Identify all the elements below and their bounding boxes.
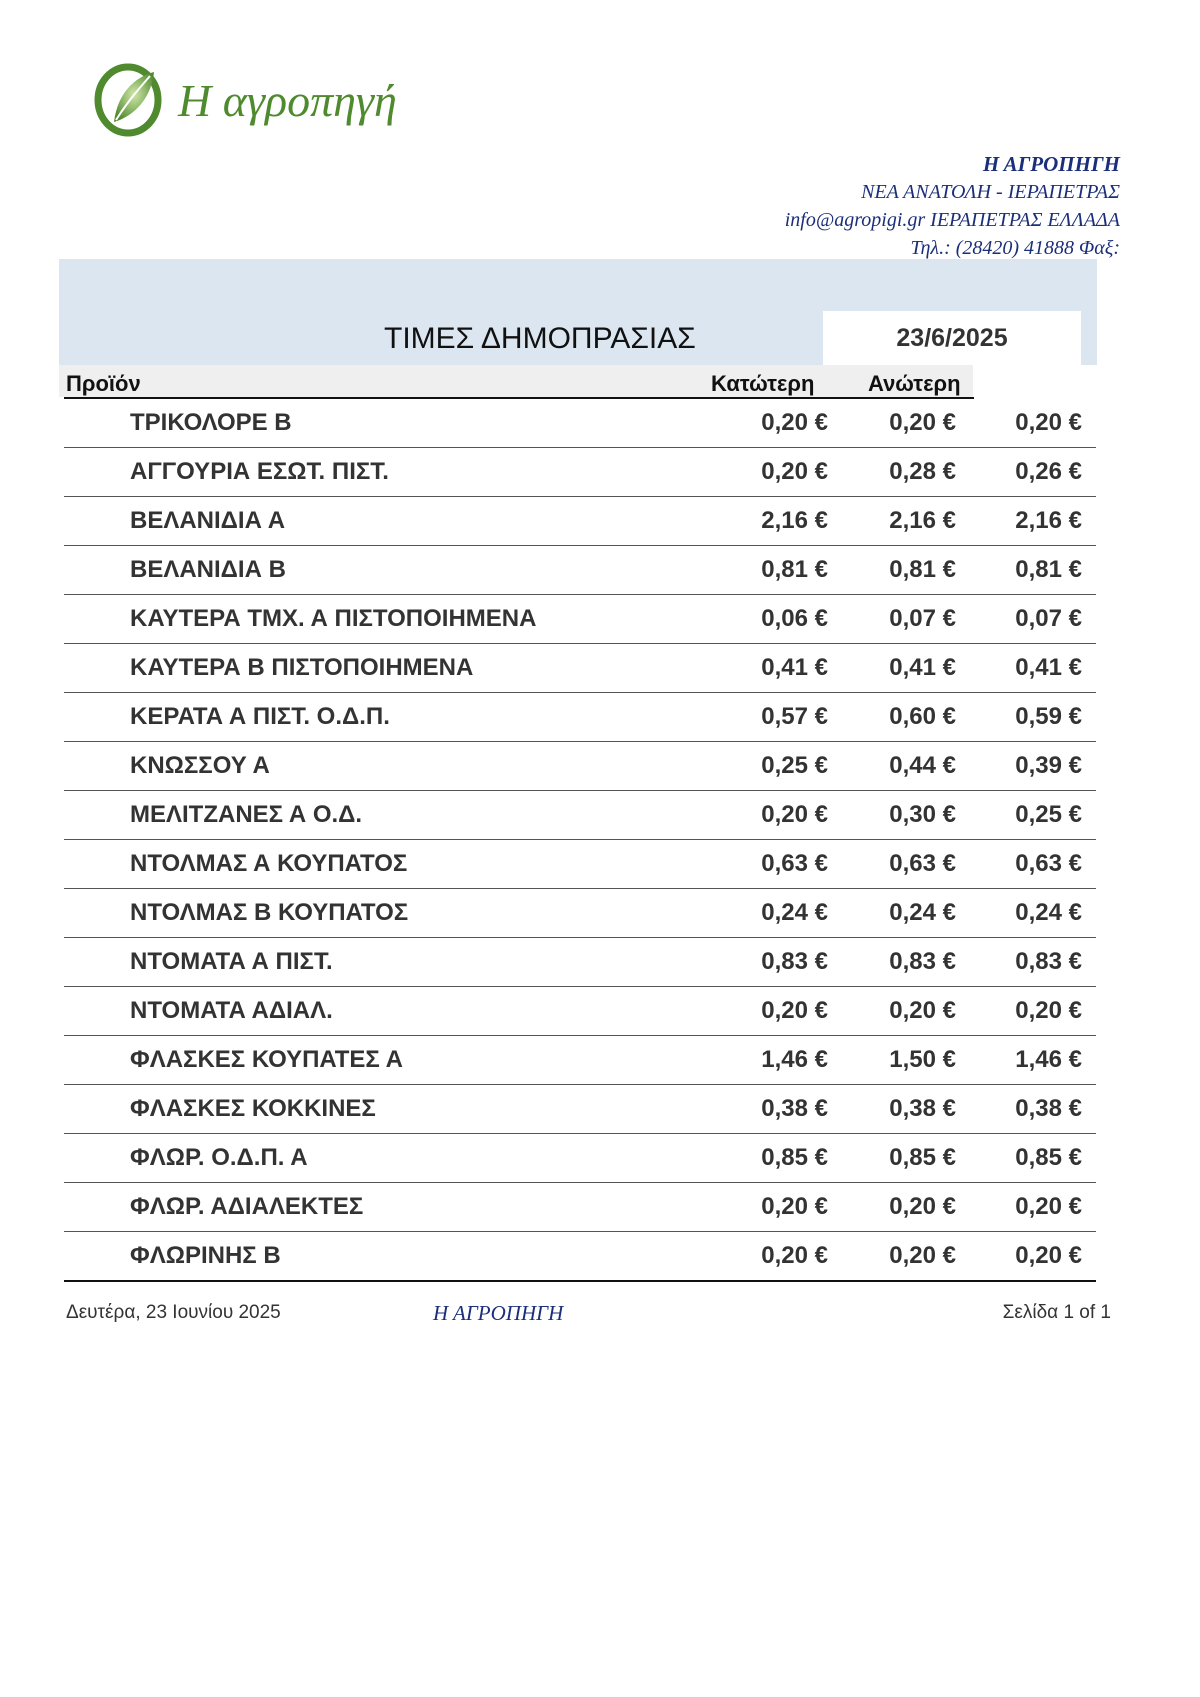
product-name: ΜΕΛΙΤΖΑΝΕΣ Α Ο.Δ.	[130, 801, 363, 828]
avg-price: 0,38 €	[1015, 1095, 1082, 1122]
product-name: ΤΡΙΚΟΛΟΡΕ Β	[130, 409, 292, 436]
low-price: 0,41 €	[761, 654, 828, 681]
table-row	[64, 987, 1096, 1036]
avg-price: 0,85 €	[1015, 1144, 1082, 1171]
avg-price: 0,63 €	[1015, 850, 1082, 877]
product-name: ΚΝΩΣΣΟΥ Α	[130, 752, 270, 779]
table-row	[64, 595, 1096, 644]
high-price: 0,85 €	[889, 1144, 956, 1171]
company-address: ΝΕΑ ΑΝΑΤΟΛΗ - ΙΕΡΑΠΕΤΡΑΣ	[861, 181, 1120, 203]
high-price: 0,20 €	[889, 997, 956, 1024]
low-price: 0,25 €	[761, 752, 828, 779]
table-row	[64, 497, 1096, 546]
product-name: ΦΛΑΣΚΕΣ ΚΟΚΚΙΝΕΣ	[130, 1095, 376, 1122]
column-header-high: Ανώτερη	[868, 371, 961, 396]
product-name: ΝΤΟΜΑΤΑ ΑΔΙΑΛ.	[130, 997, 333, 1024]
avg-price: 0,20 €	[1015, 1193, 1082, 1220]
product-name: ΦΛΩΡΙΝΗΣ Β	[130, 1242, 281, 1269]
avg-price: 0,41 €	[1015, 654, 1082, 681]
avg-price: 1,46 €	[1015, 1046, 1082, 1073]
low-price: 0,20 €	[761, 1193, 828, 1220]
product-name: ΒΕΛΑΝΙΔΙΑ Β	[130, 556, 286, 583]
high-price: 0,44 €	[889, 752, 956, 779]
table-row	[64, 938, 1096, 987]
high-price: 0,83 €	[889, 948, 956, 975]
product-name: ΦΛΩΡ. Ο.Δ.Π. Α	[130, 1144, 308, 1171]
low-price: 0,20 €	[761, 801, 828, 828]
column-header-product: Προϊόν	[66, 371, 141, 396]
footer-page-number: Σελίδα 1 of 1	[1002, 1302, 1111, 1323]
low-price: 0,57 €	[761, 703, 828, 730]
report-date: 23/6/2025	[823, 311, 1081, 365]
high-price: 0,07 €	[889, 605, 956, 632]
avg-price: 0,20 €	[1015, 1242, 1082, 1269]
avg-price: 0,25 €	[1015, 801, 1082, 828]
svg-text:Η αγροπηγή: Η αγροπηγή	[178, 75, 397, 126]
high-price: 0,63 €	[889, 850, 956, 877]
table-row	[64, 742, 1096, 791]
product-name: ΚΑΥΤΕΡΑ Β ΠΙΣΤΟΠΟΙΗΜΕΝΑ	[130, 654, 474, 681]
high-price: 0,20 €	[889, 1193, 956, 1220]
avg-price: 0,20 €	[1015, 409, 1082, 436]
low-price: 0,20 €	[761, 458, 828, 485]
table-row	[64, 840, 1096, 889]
company-info	[785, 150, 1120, 262]
report-title: ΤΙΜΕΣ ΔΗΜΟΠΡΑΣΙΑΣ	[384, 322, 696, 355]
high-price: 0,24 €	[889, 899, 956, 926]
low-price: 2,16 €	[761, 507, 828, 534]
product-name: ΚΕΡΑΤΑ Α ΠΙΣΤ. Ο.Δ.Π.	[130, 703, 390, 730]
avg-price: 0,20 €	[1015, 997, 1082, 1024]
high-price: 0,30 €	[889, 801, 956, 828]
high-price: 0,28 €	[889, 458, 956, 485]
footer-date: Δευτέρα, 23 Ιουνίου 2025	[66, 1302, 281, 1323]
table-row	[64, 791, 1096, 840]
company-email: info@agropigi.gr ΙΕΡΑΠΕΤΡΑΣ ΕΛΛΑΔΑ	[784, 209, 1120, 231]
high-price: 2,16 €	[889, 507, 956, 534]
avg-price: 0,39 €	[1015, 752, 1082, 779]
avg-price: 0,07 €	[1015, 605, 1082, 632]
low-price: 0,83 €	[761, 948, 828, 975]
avg-price: 0,24 €	[1015, 899, 1082, 926]
table-row	[64, 1036, 1096, 1085]
low-price: 1,46 €	[761, 1046, 828, 1073]
header-background	[59, 365, 973, 397]
low-price: 0,06 €	[761, 605, 828, 632]
high-price: 0,20 €	[889, 1242, 956, 1269]
table-row	[64, 448, 1096, 497]
table-row	[64, 1232, 1096, 1282]
footer-company: Η ΑΓΡΟΠΗΓΗ	[433, 1301, 564, 1325]
high-price: 1,50 €	[889, 1046, 956, 1073]
table-row	[64, 399, 1096, 448]
product-name: ΚΑΥΤΕΡΑ ΤΜΧ. Α ΠΙΣΤΟΠΟΙΗΜΕΝΑ	[130, 605, 537, 632]
low-price: 0,20 €	[761, 409, 828, 436]
avg-price: 0,26 €	[1015, 458, 1082, 485]
company-phone: Τηλ.: (28420) 41888 Φαξ:	[910, 237, 1120, 259]
product-name: ΝΤΟΛΜΑΣ Α ΚΟΥΠΑΤΟΣ	[130, 850, 408, 877]
avg-price: 0,81 €	[1015, 556, 1082, 583]
product-name: ΒΕΛΑΝΙΔΙΑ Α	[130, 507, 286, 534]
column-header-low: Κατώτερη	[711, 371, 815, 396]
avg-price: 0,59 €	[1015, 703, 1082, 730]
table-row	[64, 693, 1096, 742]
product-name: ΝΤΟΛΜΑΣ Β ΚΟΥΠΑΤΟΣ	[130, 899, 409, 926]
table-row	[64, 546, 1096, 595]
low-price: 0,24 €	[761, 899, 828, 926]
price-table	[64, 399, 1096, 1282]
table-row	[64, 889, 1096, 938]
avg-price: 0,83 €	[1015, 948, 1082, 975]
low-price: 0,38 €	[761, 1095, 828, 1122]
table-row	[64, 644, 1096, 693]
low-price: 0,20 €	[761, 997, 828, 1024]
high-price: 0,38 €	[889, 1095, 956, 1122]
table-row	[64, 1183, 1096, 1232]
product-name: ΑΓΓΟΥΡΙΑ ΕΣΩΤ. ΠΙΣΤ.	[130, 458, 389, 485]
product-name: ΦΛΑΣΚΕΣ ΚΟΥΠΑΤΕΣ Α	[130, 1046, 403, 1073]
low-price: 0,20 €	[761, 1242, 828, 1269]
product-name: ΦΛΩΡ. ΑΔΙΑΛΕΚΤΕΣ	[130, 1193, 364, 1220]
avg-price: 2,16 €	[1015, 507, 1082, 534]
table-row	[64, 1134, 1096, 1183]
table-row	[64, 1085, 1096, 1134]
high-price: 0,20 €	[889, 409, 956, 436]
company-name: Η ΑΓΡΟΠΗΓΗ	[982, 152, 1120, 176]
low-price: 0,85 €	[761, 1144, 828, 1171]
leaf-logo-icon	[88, 52, 408, 152]
company-logo	[88, 52, 408, 152]
high-price: 0,41 €	[889, 654, 956, 681]
low-price: 0,63 €	[761, 850, 828, 877]
low-price: 0,81 €	[761, 556, 828, 583]
high-price: 0,60 €	[889, 703, 956, 730]
product-name: ΝΤΟΜΑΤΑ Α ΠΙΣΤ.	[130, 948, 333, 975]
high-price: 0,81 €	[889, 556, 956, 583]
